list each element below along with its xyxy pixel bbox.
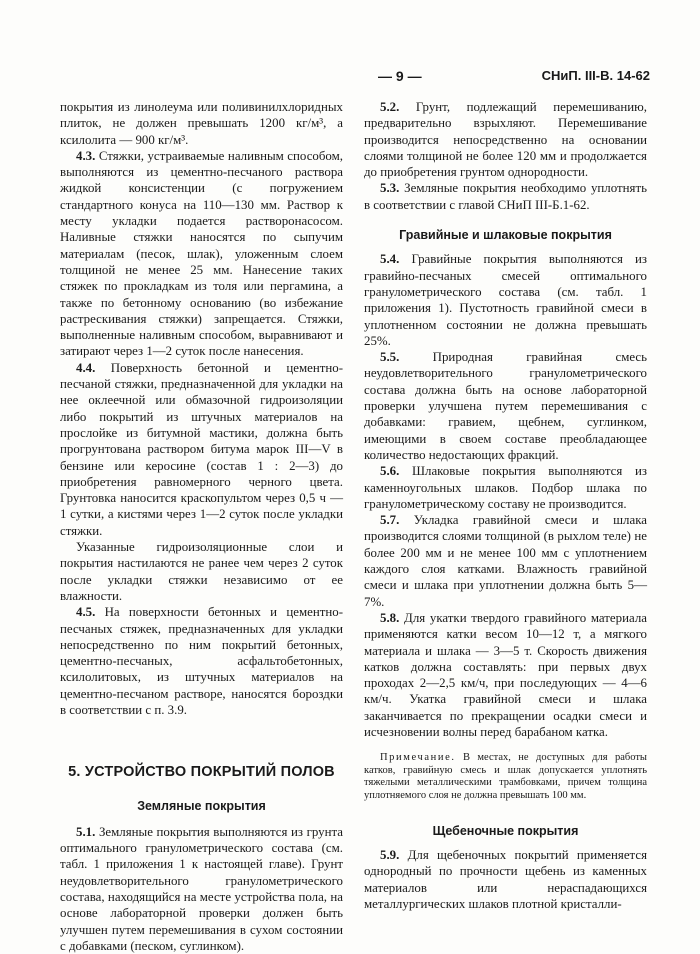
clause-number: 5.2.: [380, 100, 400, 114]
document-code: СНиП. III-В. 14-62: [541, 68, 650, 83]
paragraph-5-6: [364, 463, 647, 512]
clause-number: 5.3.: [380, 181, 400, 196]
paragraph-4-3: [60, 148, 343, 360]
paragraph-continuation: покрытия из линолеума или поливинилхлоридных плиток, не должен превышать 1200 кг/м³, а ксилолита — 900 кг/м³.: [60, 100, 343, 147]
paragraph-text: Земляные покрытия необходимо уплотнять в соответствии с главой СНиП III-Б.1-62.: [364, 181, 647, 212]
paragraph-5-5: [364, 349, 647, 463]
clause-number: 5.9.: [380, 847, 400, 862]
subheading-earth-coverings: Земляные покрытия: [137, 798, 266, 813]
paragraph-text: Шлаковые покрытия выполняются из каменноугольных шлаков. Подбор шлака по гранулометрическому составу не производится.: [364, 464, 647, 511]
paragraph-text: Для щебеночных покрытий применяется однородный по прочности щебень из каменных материалов или нераспадающихся металлургических шлаков плотной кристалли-: [364, 847, 647, 911]
paragraph-4-4: [60, 360, 343, 539]
clause-number: 5.5.: [380, 350, 400, 365]
paragraph-text: На поверхности бетонных и цементно-песчаных стяжек, предназначенных для укладки непосредственно по ним покрытий бетонных, цементно-песчаных, асфальтобетонных, ксилолитовых, из штучных материалов на цементно-песчаном растворе, наносятся бороздки в соответствии с п. 3.9.: [60, 605, 343, 717]
right-column: [364, 99, 647, 912]
note-label: Примечание.: [380, 752, 456, 764]
paragraph-text: Гравийные покрытия выполняются из гравийно-песчаных смесей оптимального гранулометрического состава (см. табл. 1 приложения 1). Пустотность гравийной смеси в уплотненном состоянии не должна превышать 25%.: [364, 252, 647, 348]
clause-number: 5.6.: [380, 464, 400, 479]
section-5-heading: 5. УСТРОЙСТВО ПОКРЫТИЙ ПОЛОВ: [68, 764, 335, 781]
clause-number: 5.1.: [76, 824, 96, 839]
clause-number: 4.4.: [76, 360, 96, 375]
clause-number: 4.3.: [76, 148, 96, 163]
clause-number: 5.4.: [380, 252, 400, 267]
left-column: [60, 99, 343, 954]
paragraph-text: Грунт, подлежащий перемешиванию, предварительно взрыхляют. Перемешивание производится непосредственно на основании слоями толщиной не более 120 мм и продолжается до приобретения грунтом однородности.: [364, 100, 647, 180]
note-text: В местах, не доступных для работы катков, гравийную смесь и шлак допускается уплотнять тяжелыми металлическими трамбовками, причем толщина уплотняемого слоя не должна превышать 100 мм.: [364, 752, 647, 802]
paragraph-text: Поверхность бетонной и цементно-песчаной стяжки, предназначенной для укладки на нее оклеечной или обмазочной гидроизоляции либо покрытий из штучных материалов на прослойке из битумной мастики, должна быть прогрунтована раствором битума марок III—V в бензине или керосине (состав 1 : 2—3) до приобретения равномерного черного цвета. Грунтовка наносится краскопультом через 0,5 ч — 1 сутки, а кистями через 1—2 суток после укладки стяжки.: [60, 360, 343, 538]
subheading-crushed-stone-coverings: Щебеночные покрытия: [432, 823, 579, 838]
paragraph-5-1: [60, 824, 343, 954]
clause-number: 4.5.: [76, 605, 96, 620]
clause-number: 5.8.: [380, 610, 400, 625]
paragraph-4-5: [60, 604, 343, 718]
paragraph-text: Земляные покрытия выполняются из грунта оптимального гранулометрического состава (см. табл. 1 приложения 1 к настоящей главе). Грунт неудовлетворительного гранулометрического состава, находящийся на месте устройства пола, на основе лабораторной проверки должен быть улучшен путем перемешивания в сухом состоянии с добавками (песком, суглинком).: [60, 824, 343, 953]
paragraph-5-4: [364, 251, 647, 349]
paragraph-5-3: [364, 180, 647, 213]
paragraph-text: Стяжки, устраиваемые наливным способом, выполняются из цементно-песчаного раствора жидкой консистенции (с погружением стандартного конуса на 110—130 мм. Раствор к месту укладки подается растворонасосом. Наливные стяжки наносятся по сыпучим материалам (песок, шлак), уложенным слоем толщиной не менее 25 мм. Нанесение таких стяжек по прокладкам из толя или пергамина, а также по бетонному основанию (во избежание растрескивания стяжки) запрещается. Стяжки, выполненные наливным способом, выравнивают и затирают через 1—2 суток после нанесения.: [60, 148, 343, 359]
page-number: — 9 —: [378, 68, 422, 84]
footnote: [364, 752, 647, 802]
paragraph-5-9: [364, 847, 647, 912]
paragraph-5-2: [364, 99, 647, 180]
page-header: [60, 68, 650, 88]
paragraph-5-8: [364, 610, 647, 740]
clause-number: 5.7.: [380, 513, 400, 528]
paragraph-4-4-note: Указанные гидроизоляционные слои и покрытия настилаются не ранее чем через 2 суток после укладки стяжки независимо от ее влажности.: [60, 540, 343, 603]
paragraph-text: Для укатки твердого гравийного материала применяются катки весом 10—12 т, а мягкого материала и шлака — 3—5 т. Скорость движения катков должна составлять: при первых двух проходах 2—2,5 км/ч, при последующих — 4—6 км/ч. Укатка гравийной смеси и шлака заканчивается по прекращении осадки смеси и исчезновении волны перед барабаном катка.: [364, 610, 647, 739]
paragraph-text: Укладка гравийной смеси и шлака производится слоями толщиной (в рыхлом теле) не более 200 мм и не менее 100 мм с уплотнением каждого слоя катками. Влажность гравийной смеси и шлака при уплотнении должна быть 5—7%.: [364, 513, 647, 609]
paragraph-text: Природная гравийная смесь неудовлетворительного гранулометрического состава должна быть на основе лабораторной проверки улучшена путем перемешивания с добавками: гравием, щебнем, суглинком, имеющими в своем составе преобладающее количество недостающих фракций.: [364, 350, 647, 462]
subheading-gravel-coverings: Гравийные и шлаковые покрытия: [399, 228, 612, 243]
paragraph-5-7: [364, 512, 647, 610]
